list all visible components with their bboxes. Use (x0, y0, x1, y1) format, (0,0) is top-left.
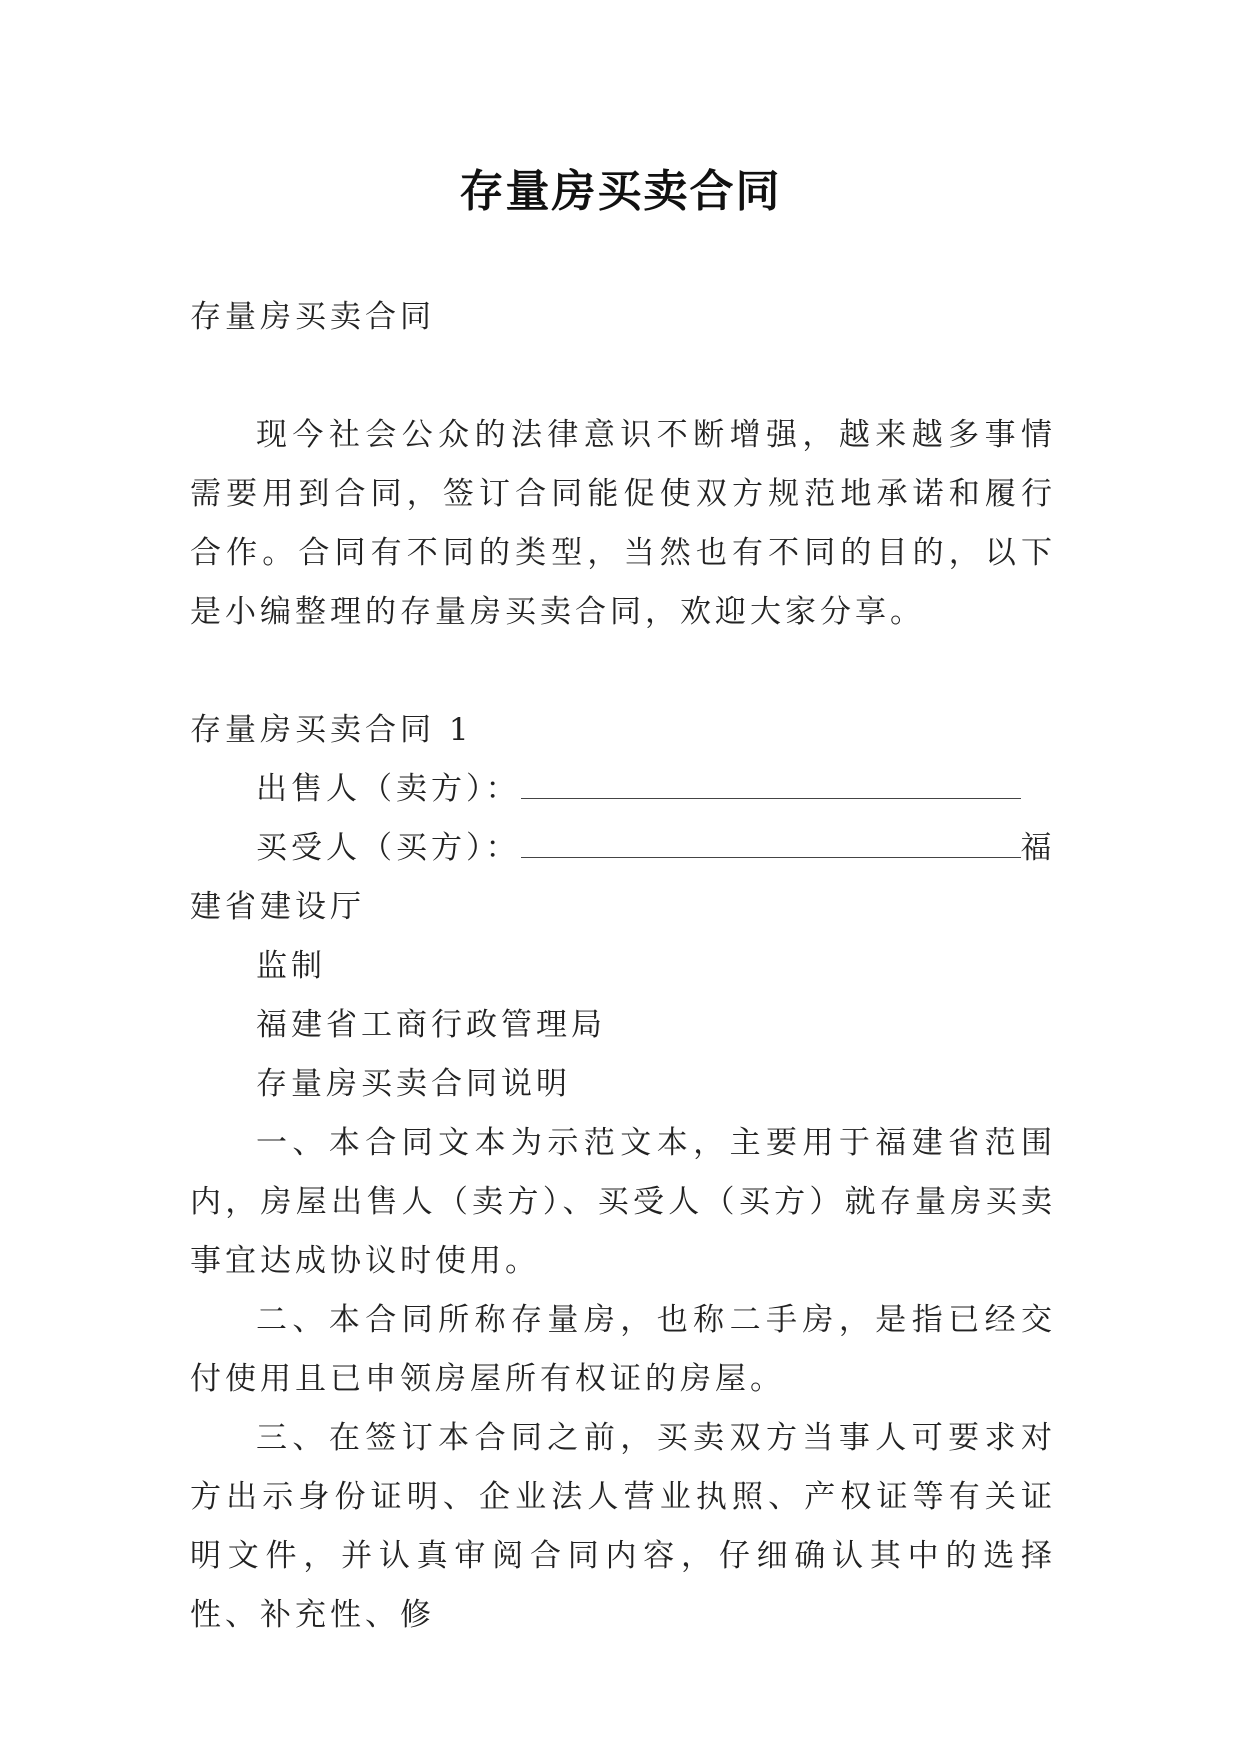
document-body (190, 288, 1056, 1645)
explanation-title: 存量房买卖合同说明 (256, 1066, 571, 1102)
clause-2: 二、本合同所称存量房，也称二手房，是指已经交付使用且已申领房屋所有权证的房屋。 (190, 1302, 1056, 1397)
supervise-line: 监制 (256, 948, 326, 984)
buyer-tail: 福建省建设厅 (190, 830, 1056, 925)
buyer-line (190, 819, 1056, 937)
seller-blank (521, 768, 1021, 799)
seller-label: 出售人（卖方）： (256, 771, 521, 807)
clause-3: 三、在签订本合同之前，买卖双方当事人可要求对方出示身份证明、企业法人营业执照、产权证等有关证明文件，并认真审阅合同内容，仔细确认其中的选择性、补充性、修 (190, 1420, 1056, 1633)
document-subtitle: 存量房买卖合同 (190, 299, 435, 335)
seller-line (190, 760, 1056, 819)
intro-paragraph: 现今社会公众的法律意识不断增强，越来越多事情需要用到合同，签订合同能促使双方规范地承诺和履行合作。合同有不同的类型，当然也有不同的目的，以下是小编整理的存量房买卖合同，欢迎大家分享。 (190, 417, 1056, 630)
document-title: 存量房买卖合同 (459, 166, 782, 217)
bureau-line: 福建省工商行政管理局 (256, 1007, 606, 1043)
buyer-label: 买受人（买方）： (256, 830, 521, 866)
clause-1: 一、本合同文本为示范文本，主要用于福建省范围内，房屋出售人（卖方）、买受人（买方）就存量房买卖事宜达成协议时使用。 (190, 1125, 1056, 1279)
buyer-blank (521, 827, 1021, 858)
section-heading: 存量房买卖合同 1 (190, 712, 473, 748)
